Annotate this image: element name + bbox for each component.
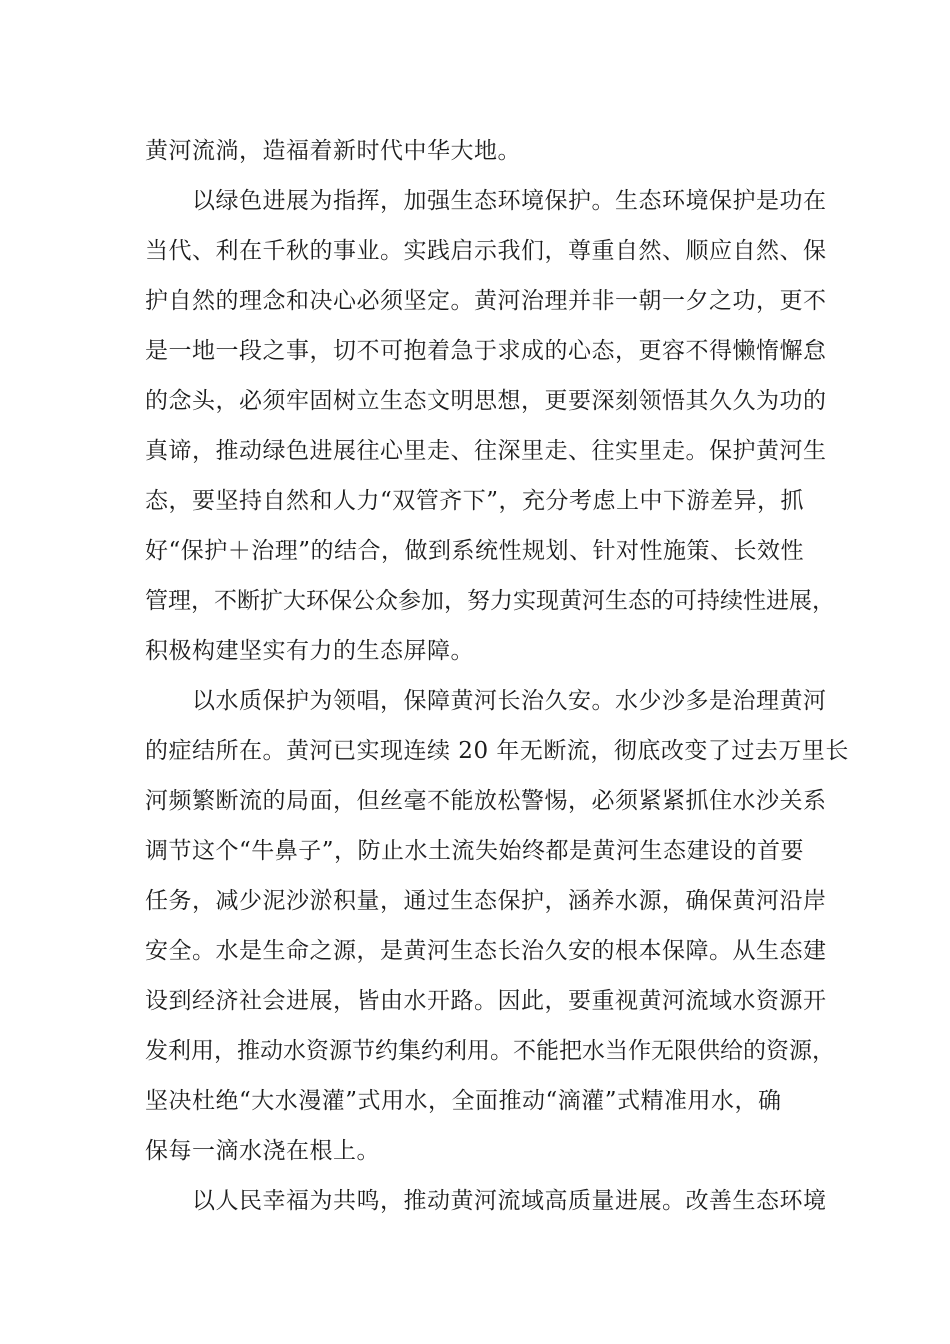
- text-line: 积极构建坚实有力的生态屏障。: [145, 638, 474, 664]
- text-line: 护自然的理念和决心必须坚定。黄河治理并非一朝一夕之功，更不: [145, 288, 827, 314]
- text-line: 的念头，必须牢固树立生态文明思想，更要深刻领悟其久久为功的: [145, 388, 827, 414]
- text-line: 态，要坚持自然和人力“双管齐下”，充分考虑上中下游差异，抓: [145, 488, 805, 514]
- text-line: 当代、利在千秋的事业。实践启示我们，尊重自然、顺应自然、保: [145, 238, 827, 264]
- text-line: 保每一滴水浇在根上。: [145, 1138, 380, 1164]
- text-line: 是一地一段之事，切不可抱着急于求成的心态，更容不得懒惰懈怠: [145, 338, 827, 364]
- text-line: 好“保护＋治理”的结合，做到系统性规划、针对性施策、长效性: [145, 538, 805, 564]
- text-line: 的症结所在。黄河已实现连续 20 年无断流，彻底改变了过去万里长: [145, 738, 849, 764]
- text-line: 管理，不断扩大环保公众参加，努力实现黄河生态的可持续性进展，: [145, 588, 835, 614]
- text-line: 坚决杜绝“大水漫灌”式用水，全面推动“滴灌”式精准用水，确: [145, 1088, 782, 1114]
- paragraph-first-line: 以水质保护为领唱，保障黄河长治久安。水少沙多是治理黄河: [192, 688, 827, 714]
- text-line: 黄河流淌，造福着新时代中华大地。: [145, 138, 521, 164]
- paragraph-first-line: 以人民幸福为共鸣，推动黄河流域高质量进展。改善生态环境: [192, 1188, 827, 1214]
- paragraph-first-line: 以绿色进展为指挥，加强生态环境保护。生态环境保护是功在: [192, 188, 827, 214]
- text-line: 设到经济社会进展，皆由水开路。因此，要重视黄河流域水资源开: [145, 988, 827, 1014]
- text-line: 河频繁断流的局面，但丝毫不能放松警惕，必须紧紧抓住水沙关系: [145, 788, 827, 814]
- text-line: 安全。水是生命之源，是黄河生态长治久安的根本保障。从生态建: [145, 938, 827, 964]
- text-line: 调节这个“牛鼻子”，防止水土流失始终都是黄河生态建设的首要: [145, 838, 805, 864]
- text-line: 发利用，推动水资源节约集约利用。不能把水当作无限供给的资源，: [145, 1038, 835, 1064]
- text-line: 真谛，推动绿色进展往心里走、往深里走、往实里走。保护黄河生: [145, 438, 827, 464]
- text-line: 任务，减少泥沙淤积量，通过生态保护，涵养水源，确保黄河沿岸: [145, 888, 827, 914]
